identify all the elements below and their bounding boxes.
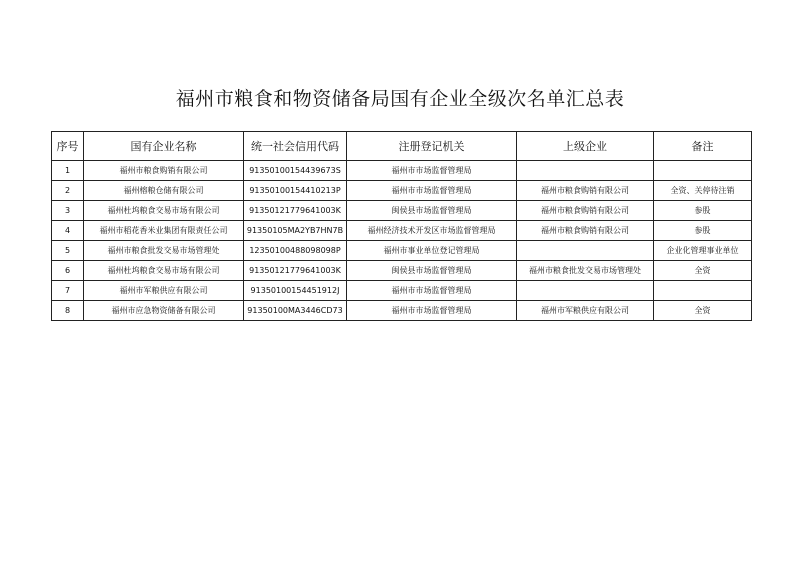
cell-registration-authority: 闽侯县市场监督管理局 — [347, 261, 517, 281]
header-remarks: 备注 — [654, 132, 752, 161]
cell-remarks — [654, 161, 752, 181]
cell-company-name: 福州杜坞粮食交易市场有限公司 — [84, 201, 244, 221]
cell-company-name: 福州市稻花香米业集团有限责任公司 — [84, 221, 244, 241]
header-registration-authority: 注册登记机关 — [347, 132, 517, 161]
cell-seq: 5 — [52, 241, 84, 261]
cell-registration-authority: 福州市市场监督管理局 — [347, 301, 517, 321]
cell-seq: 8 — [52, 301, 84, 321]
cell-credit-code: 91350100154451912J — [244, 281, 347, 301]
table-row — [52, 201, 752, 221]
cell-registration-authority: 福州市市场监督管理局 — [347, 181, 517, 201]
cell-credit-code: 91350121779641003K — [244, 261, 347, 281]
cell-seq: 1 — [52, 161, 84, 181]
cell-seq: 4 — [52, 221, 84, 241]
cell-credit-code: 91350105MA2YB7HN7B — [244, 221, 347, 241]
cell-seq: 6 — [52, 261, 84, 281]
cell-parent-company: 福州市粮食购销有限公司 — [517, 201, 654, 221]
cell-company-name: 福州市军粮供应有限公司 — [84, 281, 244, 301]
table-row — [52, 261, 752, 281]
cell-company-name: 福州榕粮仓储有限公司 — [84, 181, 244, 201]
table-row — [52, 181, 752, 201]
cell-remarks: 全资、关停待注销 — [654, 181, 752, 201]
table-row — [52, 221, 752, 241]
table-row — [52, 281, 752, 301]
table-row — [52, 161, 752, 181]
cell-registration-authority: 福州市事业单位登记管理局 — [347, 241, 517, 261]
cell-credit-code: 91350100154410213P — [244, 181, 347, 201]
cell-seq: 3 — [52, 201, 84, 221]
cell-company-name: 福州市粮食购销有限公司 — [84, 161, 244, 181]
header-company-name: 国有企业名称 — [84, 132, 244, 161]
cell-remarks: 参股 — [654, 221, 752, 241]
cell-seq: 2 — [52, 181, 84, 201]
cell-remarks: 企业化管理事业单位 — [654, 241, 752, 261]
document-title: 福州市粮食和物资储备局国有企业全级次名单汇总表 — [175, 88, 625, 110]
cell-parent-company — [517, 241, 654, 261]
cell-company-name: 福州市应急物资储备有限公司 — [84, 301, 244, 321]
cell-remarks: 全资 — [654, 301, 752, 321]
cell-credit-code: 91350100154439673S — [244, 161, 347, 181]
enterprise-table — [51, 131, 752, 321]
cell-remarks: 参股 — [654, 201, 752, 221]
cell-credit-code: 91350121779641003K — [244, 201, 347, 221]
cell-registration-authority: 福州市市场监督管理局 — [347, 281, 517, 301]
table-header-row — [52, 132, 752, 161]
cell-parent-company — [517, 161, 654, 181]
cell-parent-company: 福州市粮食批发交易市场管理处 — [517, 261, 654, 281]
cell-seq: 7 — [52, 281, 84, 301]
cell-registration-authority: 闽侯县市场监督管理局 — [347, 201, 517, 221]
table-row — [52, 301, 752, 321]
cell-parent-company: 福州市军粮供应有限公司 — [517, 301, 654, 321]
cell-company-name: 福州市粮食批发交易市场管理处 — [84, 241, 244, 261]
header-credit-code: 统一社会信用代码 — [244, 132, 347, 161]
cell-parent-company: 福州市粮食购销有限公司 — [517, 181, 654, 201]
table-row — [52, 241, 752, 261]
header-seq: 序号 — [52, 132, 84, 161]
cell-registration-authority: 福州经济技术开发区市场监督管理局 — [347, 221, 517, 241]
cell-remarks: 全资 — [654, 261, 752, 281]
cell-company-name: 福州杜坞粮食交易市场有限公司 — [84, 261, 244, 281]
header-parent-company: 上级企业 — [517, 132, 654, 161]
cell-credit-code: 12350100488098098P — [244, 241, 347, 261]
cell-parent-company: 福州市粮食购销有限公司 — [517, 221, 654, 241]
cell-credit-code: 91350100MA3446CD73 — [244, 301, 347, 321]
cell-parent-company — [517, 281, 654, 301]
cell-registration-authority: 福州市市场监督管理局 — [347, 161, 517, 181]
cell-remarks — [654, 281, 752, 301]
